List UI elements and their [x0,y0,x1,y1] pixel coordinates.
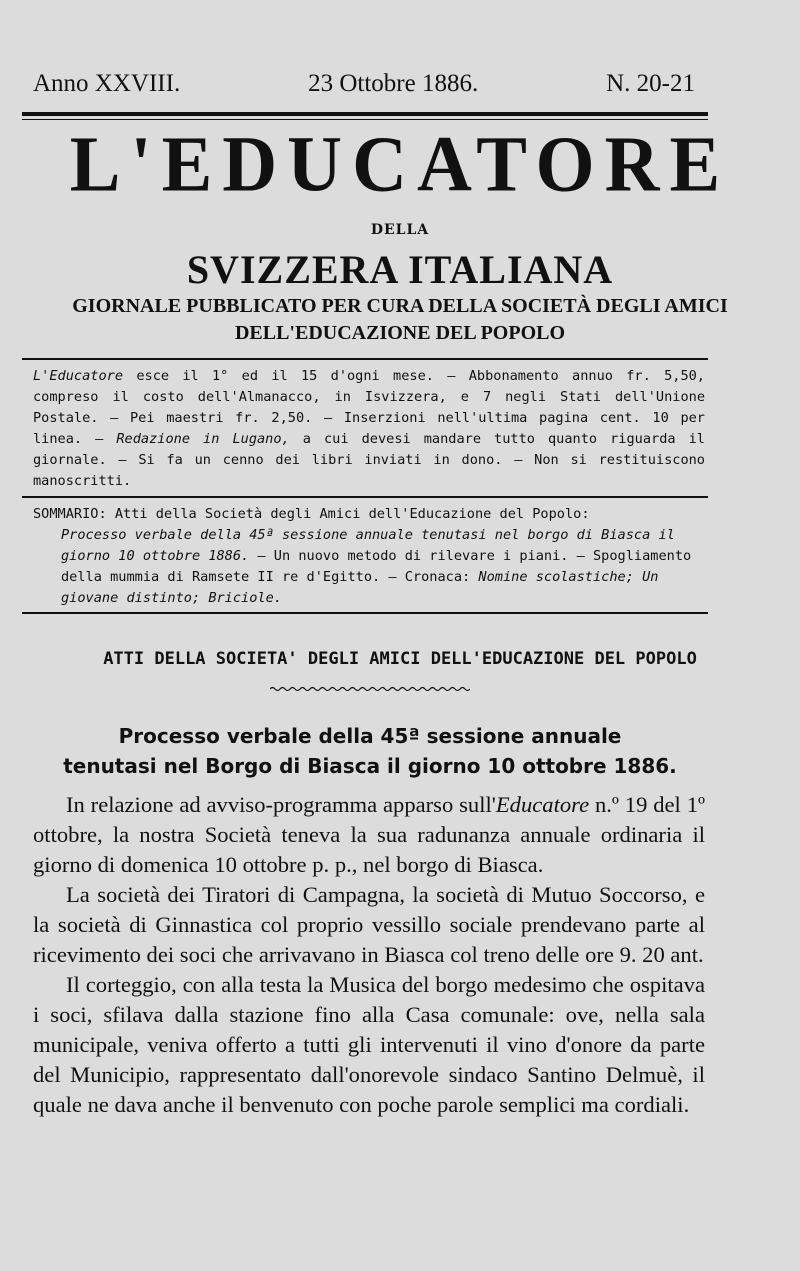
subscription-info [33,366,705,492]
info-redazione: Redazione in Lugano, [116,431,290,447]
article-heading-1: Processo verbale della 45ª sessione annuale [118,724,622,748]
top-rule-thick [22,112,708,116]
paragraph-1-b: n.º 19 del 1º ottobre, la nostra Società teneva la sua radunanza annuale ordinaria il giorno di domenica 10 ottobre p. p., nel borgo di Biasca. [33,792,705,877]
issue-number: N. 20-21 [606,70,695,97]
info-text-2: a cui devesi mandare tutto quanto riguarda il giornale. — Si fa un cenno dei libri inviati in dono. — Non si restituiscono manoscritti. [33,431,705,489]
sommario-line-1: Atti della Società degli Amici dell'Educazione del Popolo: [106,506,590,522]
sommario-rule-bottom [22,612,708,614]
article-body [33,790,705,1120]
info-text-1: esce il 1° ed il 15 d'ogni mese. — Abbonamento annuo fr. 5,50, compreso il costo dell'Almanacco, in Isvizzera, e 7 negli Stati dell'Unione Postale. — Pei maestri fr. 2,50. — Inserzioni nell'ultima pagina cent. 10 per linea. — [33,368,705,447]
sommario-chronicle: Nomine scolastiche; Un giovane distinto; Briciole. [61,569,659,606]
paragraph-1-a: In relazione ad avviso-programma apparso sull' [66,792,496,817]
sommario-rule-top [22,496,708,498]
article-heading-2: tenutasi nel Borgo di Biasca il giorno 10 ottobre 1886. [63,754,677,778]
masthead-subtitle-1: GIORNALE PUBBLICATO PER CURA DELLA SOCIETÀ DEGLI AMICI [72,295,728,317]
masthead-subtitle-2: DELL'EDUCAZIONE DEL POPOLO [234,322,566,344]
issue-header [33,70,695,98]
info-rule-top [22,358,708,360]
issue-date: 23 Ottobre 1886. [308,70,479,97]
sommario-continuation [33,525,705,609]
paragraph-2: La società dei Tiratori di Campagna, la società di Mutuo Soccorso, e la società di Ginnastica col proprio vessillo sociale prendevano parte al ricevimento dei soci che arrivavano in Biasca col treno delle ore 9. 20 ant. [33,882,705,967]
masthead-della: DELLA [370,222,430,238]
paragraph-3: Il corteggio, con alla testa la Musica del borgo medesimo che ospitava i soci, sfilava dalla stazione fino alla Casa comunale: ove, nella sala municipale, veniva offerto a tutti gli intervenuti il vino d'onore da parte del Municipio, rappresentato dall'onorevole sindaco Santino Delmuè, il quale ne dava anche il benvenuto con poche parole semplici ma cordiali. [33,972,705,1117]
sommario [33,504,705,609]
section-title: ATTI DELLA SOCIETA' DEGLI AMICI DELL'EDUCAZIONE DEL POPOLO [103,649,697,669]
masthead-country: SVIZZERA ITALIANA [186,247,614,292]
volume-label: Anno XXVIII. [33,70,181,97]
masthead-title: L'EDUCATORE [69,119,731,209]
paragraph-1 [33,790,705,880]
sommario-label: SOMMARIO: [33,506,107,522]
ornamental-divider [270,686,470,692]
paragraph-1-italic: Educatore [495,792,590,817]
sommario-line-3: — Un nuovo metodo di rilevare i piani. — Spogliamento della mummia di Ramsete II re d'Egitto. — Cronaca: [61,548,692,585]
sommario-article-title: Processo verbale della 45ª sessione annuale tenutasi nel borgo di Biasca il giorno 10 ottobre 1886. [61,527,675,564]
info-journal-name: L'Educatore [33,368,124,384]
